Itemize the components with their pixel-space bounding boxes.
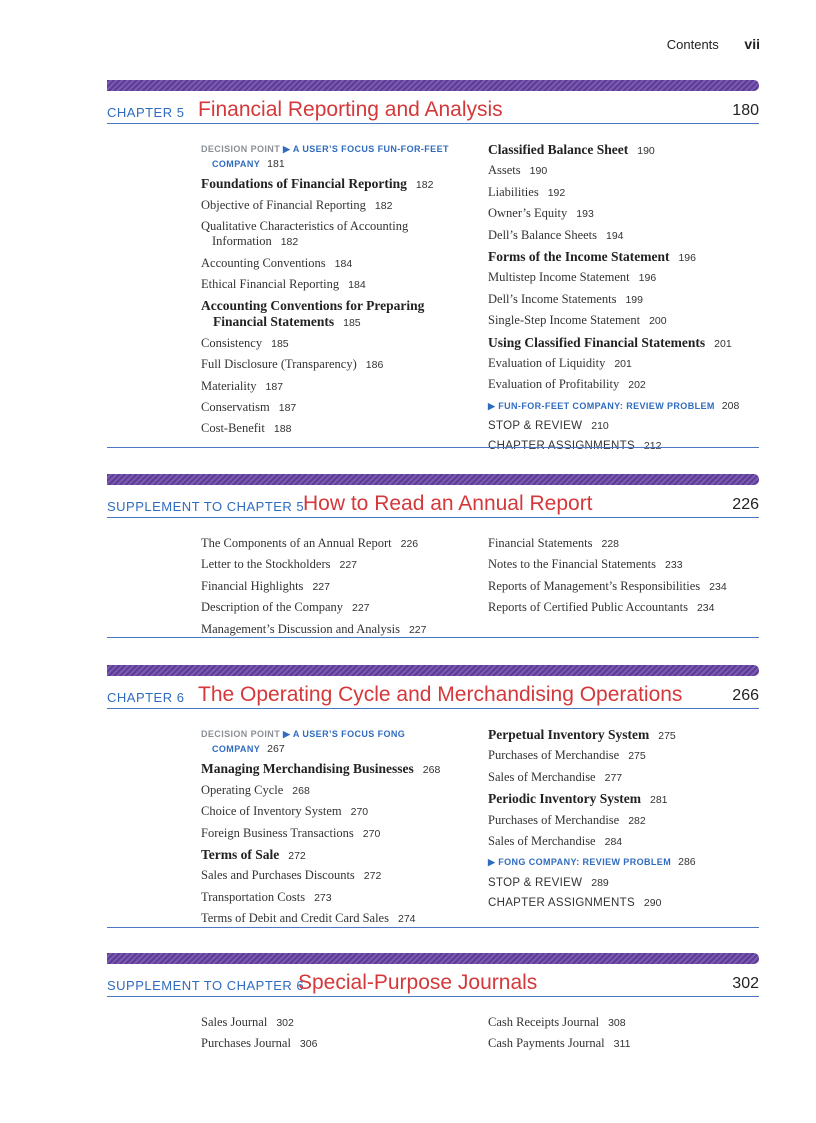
review-problem-entry[interactable] [488,399,759,414]
page-number: 270 [362,827,381,840]
toc-entry[interactable] [488,748,759,764]
toc-entry[interactable] [488,356,759,372]
supplement-6-block [107,953,759,1051]
section-header [107,682,759,709]
page-number: 185 [271,337,289,350]
decision-point-entry[interactable] [201,727,471,757]
toc-entry[interactable] [488,292,759,308]
toc-right-column [488,1015,759,1058]
page-number: 227 [352,602,370,615]
toc-entry[interactable] [201,198,471,214]
toc-entry[interactable] [201,783,471,799]
toc-section-heading[interactable] [488,142,759,159]
toc-entry[interactable] [201,536,471,552]
entry-title: Qualitative Characteristics of Accounting Information [201,219,409,249]
section-header [107,491,759,518]
page-number: 273 [314,891,332,904]
decision-point-label: DECISION POINT [201,729,281,739]
entry-title: Dell’s Income Statements [488,291,617,306]
entry-title: Transportation Costs [201,889,306,904]
page-number: 190 [637,145,655,157]
section-title[interactable]: Special-Purpose Journals [298,971,538,994]
toc-entry[interactable] [201,336,471,352]
toc-entry[interactable] [488,557,759,573]
entry-title: Cost-Benefit [201,421,265,436]
page-number: 182 [280,236,299,249]
review-problem-entry[interactable] [488,855,759,870]
toc-right-column [488,536,759,622]
page-number: 227 [408,623,427,636]
page-number: 193 [576,208,594,221]
toc-entry[interactable] [201,804,471,820]
page-number: 226 [400,538,419,550]
section-heading-title: Forms of the Income Statement [488,248,670,264]
play-arrow-icon: ▶ [488,400,499,411]
toc-section-heading[interactable] [201,847,471,864]
page-number: 270 [350,806,369,819]
entry-title: Financial Statements [488,536,593,550]
entry-title: CHAPTER ASSIGNMENTS [488,897,635,910]
toc-entry[interactable] [201,1015,471,1031]
decision-point-label: DECISION POINT [201,144,281,154]
section-page: 302 [732,975,759,992]
section-title[interactable]: How to Read an Annual Report [303,492,593,515]
entry-title: Reports of Certified Public Accountants [488,600,688,615]
toc-right-column [488,727,759,917]
entry-title: Cash Payments Journal [488,1036,605,1051]
section-label: SUPPLEMENT TO CHAPTER 5 [107,499,305,514]
entry-title: Purchases of Merchandise [488,812,620,827]
page-number: 202 [628,379,646,392]
toc-left-column [201,1015,471,1058]
toc-entry[interactable] [488,313,759,329]
entry-title: Consistency [201,335,263,350]
toc-entry[interactable] [201,1036,471,1052]
entry-title: Objective of Financial Reporting [201,197,366,212]
review-problem-title: FONG COMPANY: REVIEW PROBLEM [498,857,672,868]
toc-entry[interactable] [488,579,759,595]
running-head-title: Contents [666,37,719,52]
toc-entry[interactable] [201,622,471,638]
section-title[interactable]: Financial Reporting and Analysis [198,98,503,121]
toc-left-column [201,142,471,443]
entry-title: Liabilities [488,184,539,199]
entry-title: Sales and Purchases Discounts [201,868,355,883]
toc-section-heading[interactable] [201,298,471,331]
toc-entry[interactable] [488,228,759,244]
entry-title: Reports of Management’s Responsibilities [488,578,701,593]
entry-title: Purchases of Merchandise [488,748,620,763]
page-number: 182 [415,179,434,192]
section-heading-title: Classified Balance Sheet [488,142,629,157]
entry-title: Management’s Discussion and Analysis [201,621,400,636]
page-number: 275 [658,730,676,742]
page-number: 302 [276,1017,294,1029]
toc-entry[interactable] [201,400,471,416]
page-number: 210 [591,420,609,433]
page-number: 201 [614,357,632,370]
section-page: 266 [732,687,759,704]
supplement-5-block [107,474,759,636]
toc-entry[interactable] [488,600,759,616]
entry-title: Materiality [201,378,257,393]
play-arrow-icon: ▶ [280,144,293,154]
section-page: 226 [732,496,759,513]
section-heading-title: Terms of Sale [201,846,280,862]
toc-entry[interactable] [201,826,471,842]
page-number: 275 [628,750,646,763]
page-number: 268 [292,784,310,797]
toc-section-heading[interactable] [488,335,759,352]
toc-section-heading[interactable] [201,176,471,193]
entry-title: Sales of Merchandise [488,769,596,784]
page-number: 199 [625,293,643,306]
section-heading-title: Periodic Inventory System [488,791,641,807]
toc-entry[interactable] [488,206,759,222]
toc-entry[interactable] [488,1015,759,1031]
page-number: 184 [348,278,366,291]
section-bottom-rule [107,927,759,928]
page-number: 233 [665,559,683,572]
section-heading-title: Managing Merchandising Businesses [201,761,414,777]
page-number: 282 [628,814,646,827]
entry-title: Evaluation of Profitability [488,377,620,392]
running-head [667,36,760,52]
section-divider-bar [107,665,759,676]
page-number: 201 [714,337,732,350]
page-number: 182 [374,199,393,212]
section-label: CHAPTER 6 [107,690,185,705]
toc-entry[interactable] [488,1036,759,1052]
section-title[interactable]: The Operating Cycle and Merchandising Operations [198,683,683,706]
toc-entry[interactable] [201,911,471,927]
page-number: 267 [267,743,285,755]
chapter-6-block [107,665,759,926]
entry-title: Purchases Journal [201,1036,291,1051]
entry-title: Full Disclosure (Transparency) [201,357,357,372]
toc-left-column [201,727,471,933]
page-number: 311 [613,1038,631,1051]
page-number: 190 [529,165,548,178]
toc-entry[interactable] [201,277,471,293]
entry-title: Sales Journal [201,1015,268,1029]
entry-title: Conservatism [201,399,270,414]
section-divider-bar [107,80,759,91]
toc-entry[interactable] [201,890,471,906]
section-bottom-rule [107,447,759,448]
page-number: 308 [608,1017,626,1029]
section-label: CHAPTER 5 [107,105,185,120]
toc-entry[interactable] [488,270,759,286]
toc-caps-entry[interactable] [488,876,759,891]
toc-entry[interactable] [488,770,759,786]
entry-title: Sales of Merchandise [488,833,596,848]
toc-entry[interactable] [488,377,759,393]
page-number: 212 [643,440,662,453]
section-heading-title: Perpetual Inventory System [488,727,650,742]
page-number: 268 [422,764,441,777]
section-divider-bar [107,953,759,964]
decision-point-title: A USER’S FOCUS FONG COMPANY [212,729,406,754]
section-header [107,970,759,997]
play-arrow-icon: ▶ [488,857,499,868]
entry-title: CHAPTER ASSIGNMENTS [488,440,635,453]
page-number: 274 [397,913,416,926]
page-number: 234 [696,602,715,615]
entry-title: Accounting Conventions [201,255,326,270]
toc-caps-entry[interactable] [488,896,759,911]
page-number: 286 [678,856,696,869]
toc-section-heading[interactable] [488,249,759,266]
entry-title: Letter to the Stockholders [201,557,331,572]
page-number: 188 [273,423,292,436]
page-number: 306 [299,1038,318,1051]
toc-caps-entry[interactable] [488,419,759,434]
section-page: 180 [732,102,759,119]
toc-entry[interactable] [201,219,471,250]
page-number: 196 [678,251,696,264]
toc-entry[interactable] [201,600,471,616]
toc-entry[interactable] [488,185,759,201]
entry-title: The Components of an Annual Report [201,536,392,550]
toc-entry[interactable] [201,357,471,373]
page-number: 181 [267,158,285,170]
page-number: 187 [265,380,284,393]
entry-title: Cash Receipts Journal [488,1015,600,1029]
entry-title: Ethical Financial Reporting [201,276,340,291]
toc-entry[interactable] [201,421,471,437]
entry-title: Dell’s Balance Sheets [488,227,597,242]
toc-right-column [488,142,759,460]
decision-point-entry[interactable] [201,142,471,172]
entry-title: Single-Step Income Statement [488,313,641,328]
section-heading-title: Foundations of Financial Reporting [201,176,407,192]
page-number: 184 [334,257,353,270]
entry-title: Assets [488,163,521,178]
entry-title: Foreign Business Transactions [201,825,354,840]
toc-section-heading[interactable] [201,761,471,778]
page-number: 185 [343,317,361,330]
entry-title: STOP & REVIEW [488,420,583,433]
section-header [107,97,759,124]
page-number: 187 [278,401,297,414]
toc-entry[interactable] [201,256,471,272]
chapter-5-block [107,80,759,453]
page-number: 272 [288,849,306,862]
page-number: 281 [649,794,668,807]
page-number: 277 [604,771,623,784]
play-arrow-icon: ▶ [280,729,293,739]
page-number: 196 [638,272,657,285]
decision-point-title: A USER’S FOCUS FUN-FOR-FEET COMPANY [212,144,449,169]
page-number: 272 [363,870,382,883]
toc-entry[interactable] [488,813,759,829]
entry-title: Evaluation of Liquidity [488,355,606,370]
entry-title: Description of the Company [201,600,343,615]
page-number: 284 [604,835,623,848]
entry-title: STOP & REVIEW [488,876,583,889]
toc-entry[interactable] [201,868,471,884]
entry-title: Owner’s Equity [488,206,568,221]
toc-entry[interactable] [488,536,759,552]
page-number: 227 [312,580,330,593]
entry-title: Multistep Income Statement [488,270,630,285]
toc-entry[interactable] [488,834,759,850]
section-heading-title: Accounting Conventions for Preparing Financial Statements [201,298,425,330]
entry-title: Operating Cycle [201,782,284,797]
page-number: 200 [649,315,667,328]
running-head-page-number: vii [744,36,760,52]
page-number: 208 [721,399,740,412]
toc-section-heading[interactable] [488,727,759,744]
section-label: SUPPLEMENT TO CHAPTER 6 [107,978,305,993]
page-number: 228 [601,538,620,550]
section-heading-title: Using Classified Financial Statements [488,334,706,350]
entry-title: Financial Highlights [201,578,304,593]
page-number: 289 [591,876,609,889]
toc-section-heading[interactable] [488,791,759,808]
entry-title: Notes to the Financial Statements [488,557,657,572]
entry-title: Terms of Debit and Credit Card Sales [201,911,389,926]
entry-title: Choice of Inventory System [201,804,342,819]
toc-entry[interactable] [201,579,471,595]
review-problem-title: FUN-FOR-FEET COMPANY: REVIEW PROBLEM [498,400,715,411]
toc-entry[interactable] [201,557,471,573]
page-number: 186 [365,359,384,372]
toc-left-column [201,536,471,643]
toc-entry[interactable] [488,163,759,179]
page-number: 192 [547,186,566,199]
toc-entry[interactable] [201,379,471,395]
section-divider-bar [107,474,759,485]
page-number: 290 [643,897,662,910]
page-number: 227 [339,559,358,572]
section-bottom-rule [107,637,759,638]
page-number: 234 [709,580,727,593]
page-number: 194 [606,229,624,242]
